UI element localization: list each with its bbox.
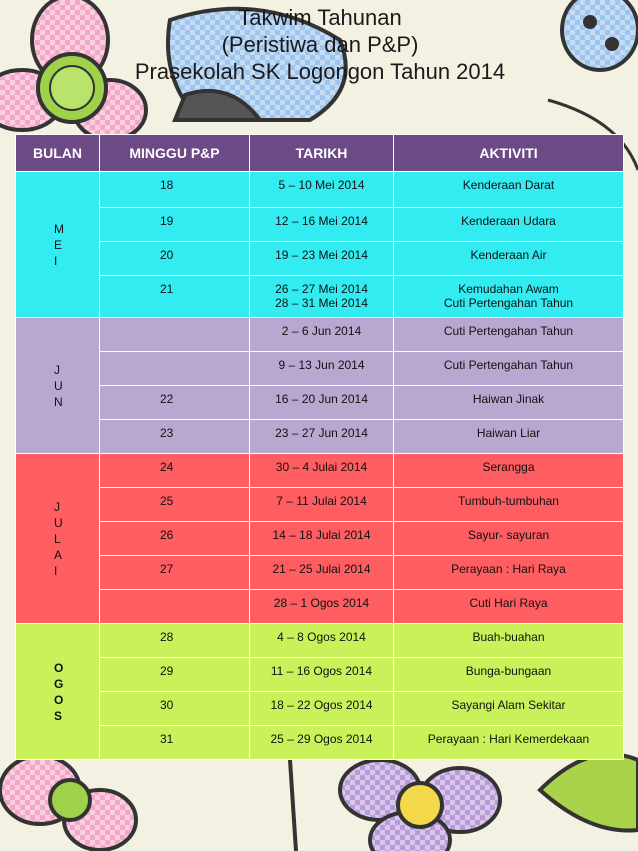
- header-tarikh: TARIKH: [250, 135, 394, 172]
- tarikh-value: 25 – 29 Ogos 2014: [270, 732, 373, 746]
- flower-icon: [340, 760, 500, 851]
- tarikh-value: 23 – 27 Jun 2014: [275, 426, 368, 440]
- minggu-value: [160, 318, 245, 324]
- aktiviti-cell: [394, 386, 624, 420]
- minggu-cell: [100, 590, 250, 624]
- minggu-value: 21: [160, 282, 174, 296]
- month-letter: N: [54, 394, 63, 409]
- month-letter: O: [54, 692, 64, 707]
- aktiviti-value: Serangga: [482, 460, 535, 474]
- minggu-value: 18: [160, 178, 174, 192]
- aktiviti-value: Kemudahan Awam: [458, 282, 559, 296]
- aktiviti-cell: [394, 590, 624, 624]
- tarikh-value: 9 – 13 Jun 2014: [278, 358, 365, 372]
- month-cell: [16, 454, 100, 624]
- tarikh-cell: [250, 318, 394, 352]
- month-letter: M: [54, 221, 64, 236]
- minggu-cell: [100, 420, 250, 454]
- aktiviti-cell: [394, 172, 624, 208]
- aktiviti-value: Tumbuh-tumbuhan: [458, 494, 559, 508]
- tarikh-cell: [250, 454, 394, 488]
- tarikh-value: 16 – 20 Jun 2014: [275, 392, 368, 406]
- tarikh-value: 18 – 22 Ogos 2014: [270, 698, 373, 712]
- month-letter: U: [54, 515, 63, 530]
- minggu-value: 26: [160, 528, 174, 542]
- leaf-icon: [540, 754, 638, 830]
- month-letter: A: [54, 547, 63, 562]
- aktiviti-value: Perayaan : Hari Kemerdekaan: [427, 732, 590, 746]
- tarikh-value: 28 – 1 Ogos 2014: [273, 596, 370, 610]
- minggu-value: 29: [160, 664, 174, 678]
- table-row: [16, 276, 624, 318]
- title-line-2: (Peristiwa dan P&P): [221, 32, 419, 57]
- aktiviti-value: Kenderaan Air: [470, 248, 547, 262]
- aktiviti-cell: [394, 488, 624, 522]
- minggu-value: 25: [160, 494, 174, 508]
- table-row: [16, 386, 624, 420]
- month-cell: [16, 172, 100, 318]
- minggu-cell: [100, 454, 250, 488]
- aktiviti-cell: [394, 692, 624, 726]
- tarikh-cell: [250, 658, 394, 692]
- aktiviti-cell: [394, 276, 624, 318]
- aktiviti-value: Bunga-bungaan: [465, 664, 552, 678]
- month-letter: J: [54, 362, 60, 377]
- tarikh-value: 5 – 10 Mei 2014: [278, 178, 365, 192]
- aktiviti-cell: [394, 658, 624, 692]
- table-row: [16, 488, 624, 522]
- header-minggu: MINGGU P&P: [100, 135, 250, 172]
- minggu-cell: [100, 242, 250, 276]
- tarikh-cell: [250, 208, 394, 242]
- tarikh-value: 12 – 16 Mei 2014: [275, 214, 368, 228]
- flower-icon: [0, 756, 136, 850]
- minggu-value: 24: [160, 460, 174, 474]
- tarikh-cell: [250, 172, 394, 208]
- tarikh-cell: [250, 488, 394, 522]
- stem-icon: [290, 760, 296, 851]
- tarikh-value: 30 – 4 Julai 2014: [275, 460, 368, 474]
- month-letter: J: [54, 499, 60, 514]
- month-letter: I: [54, 563, 58, 578]
- aktiviti-cell: [394, 454, 624, 488]
- minggu-cell: [100, 386, 250, 420]
- month-letter: E: [54, 237, 63, 252]
- aktiviti-cell: [394, 420, 624, 454]
- aktiviti-cell: [394, 242, 624, 276]
- month-letter: G: [54, 676, 64, 691]
- header-aktiviti: AKTIVITI: [394, 135, 624, 172]
- minggu-cell: [100, 276, 250, 318]
- tarikh-value: 21 – 25 Julai 2014: [272, 562, 371, 576]
- table-row: [16, 522, 624, 556]
- minggu-value: 27: [160, 562, 174, 576]
- tarikh-cell: [250, 556, 394, 590]
- table-row: [16, 208, 624, 242]
- tarikh-cell: [250, 386, 394, 420]
- tarikh-value: 26 – 27 Mei 2014: [275, 282, 368, 296]
- aktiviti-cell: [394, 726, 624, 760]
- tarikh-cell: [250, 352, 394, 386]
- month-letter: S: [54, 708, 63, 723]
- tarikh-value: 11 – 16 Ogos 2014: [270, 664, 373, 678]
- tarikh-value: 28 – 31 Mei 2014: [275, 296, 368, 310]
- minggu-value: 20: [160, 248, 174, 262]
- aktiviti-value: Cuti Pertengahan Tahun: [443, 324, 574, 338]
- table-row: [16, 590, 624, 624]
- table-row: [16, 556, 624, 590]
- minggu-value: 22: [160, 392, 174, 406]
- tarikh-cell: [250, 242, 394, 276]
- aktiviti-value: Cuti Hari Raya: [469, 596, 548, 610]
- tarikh-value: 14 – 18 Julai 2014: [272, 528, 371, 542]
- month-letter: I: [54, 253, 58, 268]
- minggu-value: 28: [160, 630, 174, 644]
- tarikh-cell: [250, 624, 394, 658]
- minggu-cell: [100, 208, 250, 242]
- table-row: [16, 352, 624, 386]
- month-letter: O: [54, 660, 64, 675]
- tarikh-cell: [250, 590, 394, 624]
- header-bulan: BULAN: [16, 135, 100, 172]
- table-row: [16, 658, 624, 692]
- month-cell: [16, 624, 100, 760]
- aktiviti-cell: [394, 624, 624, 658]
- aktiviti-value: Haiwan Liar: [476, 426, 541, 440]
- aktiviti-value: Cuti Pertengahan Tahun: [443, 358, 574, 372]
- month-cell: [16, 318, 100, 454]
- aktiviti-cell: [394, 208, 624, 242]
- tarikh-cell: [250, 726, 394, 760]
- minggu-cell: [100, 556, 250, 590]
- tarikh-cell: [250, 276, 394, 318]
- title-line-3: Prasekolah SK Logongon Tahun 2014: [134, 59, 506, 84]
- tarikh-value: 7 – 11 Julai 2014: [276, 494, 367, 508]
- minggu-cell: [100, 318, 250, 352]
- aktiviti-value: Kenderaan Udara: [461, 214, 556, 228]
- aktiviti-cell: [394, 556, 624, 590]
- minggu-cell: [100, 488, 250, 522]
- table-row: [16, 692, 624, 726]
- table-row: [16, 454, 624, 488]
- minggu-cell: [100, 726, 250, 760]
- table-row: [16, 172, 624, 208]
- aktiviti-value: Sayur- sayuran: [467, 528, 550, 542]
- aktiviti-value: Cuti Pertengahan Tahun: [443, 296, 574, 310]
- tarikh-value: 4 – 8 Ogos 2014: [277, 630, 366, 644]
- tarikh-cell: [250, 522, 394, 556]
- minggu-cell: [100, 692, 250, 726]
- minggu-value: 30: [160, 698, 174, 712]
- tarikh-value: 2 – 6 Jun 2014: [281, 324, 362, 338]
- aktiviti-value: Perayaan : Hari Raya: [451, 562, 566, 576]
- page-title: [60, 4, 580, 85]
- title-line-1: Takwim Tahunan: [238, 5, 402, 30]
- minggu-cell: [100, 624, 250, 658]
- minggu-value: 23: [160, 426, 174, 440]
- table-header-row: [16, 135, 624, 172]
- minggu-value: [160, 590, 245, 596]
- month-letter: L: [54, 531, 61, 546]
- aktiviti-value: Sayangi Alam Sekitar: [451, 698, 566, 712]
- minggu-cell: [100, 658, 250, 692]
- table-row: [16, 726, 624, 760]
- table-row: [16, 624, 624, 658]
- minggu-cell: [100, 172, 250, 208]
- table-row: [16, 420, 624, 454]
- minggu-value: 31: [160, 732, 174, 746]
- minggu-cell: [100, 352, 250, 386]
- aktiviti-cell: [394, 352, 624, 386]
- minggu-value: 19: [160, 214, 174, 228]
- aktiviti-value: Kenderaan Darat: [462, 178, 555, 192]
- table-row: [16, 318, 624, 352]
- calendar-body: [16, 172, 624, 760]
- calendar-table: [15, 134, 624, 760]
- minggu-value: [160, 352, 245, 358]
- month-letter: U: [54, 378, 63, 393]
- tarikh-value: 19 – 23 Mei 2014: [275, 248, 368, 262]
- aktiviti-value: Buah-buahan: [472, 630, 545, 644]
- table-row: [16, 242, 624, 276]
- tarikh-cell: [250, 420, 394, 454]
- aktiviti-cell: [394, 522, 624, 556]
- tarikh-cell: [250, 692, 394, 726]
- minggu-cell: [100, 522, 250, 556]
- aktiviti-cell: [394, 318, 624, 352]
- aktiviti-value: Haiwan Jinak: [472, 392, 545, 406]
